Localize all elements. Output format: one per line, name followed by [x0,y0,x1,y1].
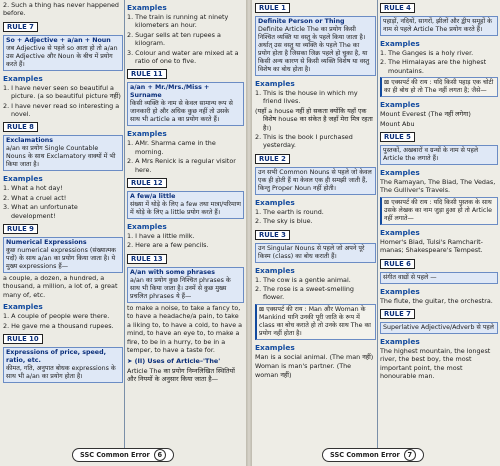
rule-text: उन Singular Nouns से पहले जो अपने पूरे किस्म (class) का बोध कराती हैं। [258,244,365,260]
rule-label: RULE 11 [127,69,167,79]
examples-heading: Examples [3,302,43,312]
left-page [0,0,246,466]
examples-heading: Examples [255,265,295,275]
footer-title: SSC Common Error [330,451,400,459]
rule-text: कुछ numerical expressions (संख्यात्मक पदों) के साथ a/an का प्रयोग किया जाता है। ये मुख्य expressions हैं— [6,247,116,271]
examples-heading: Examples [127,129,167,139]
rule-text: संख्या में थोड़े के लिए a few तथा मात्रा/परिमाण में थोड़े के लिए a little प्रयोग करते हैं। [130,201,241,217]
example-item: 1. I have a little milk. [127,232,195,241]
example-item: 1. A couple of people were there. [3,312,110,321]
rule-label: RULE 7 [3,22,38,32]
example-item: 1. What a hot day! [3,184,63,193]
rule-text: किसी व्यक्ति के नाम से केवल सामान्य रूप से जानकारी हो और अधिक कुछ नहीं तो उसके साथ भी article a का प्रयोग करते हैं। [130,100,233,124]
example-item: Woman is man's partner. (The woman नहीं) [255,362,352,379]
rule-heading: Numerical Expressions [6,239,87,247]
example-item: 2. I have never read so interesting a novel. [3,101,120,119]
example-item: 2. What a cruel act! [3,193,67,202]
rule-box [127,191,244,219]
expert-note: ⊠ एक्सपर्ट की राय : यदि किसी पहाड़ एक चोटी का ही बोध हो तो The नहीं लगता है; जैसे— [380,77,498,97]
page-number: 7 [404,449,416,461]
rule-text: a/an का प्रयोग Single Countable Nouns के साथ Exclamatory वाक्यों में भी किया जाता है। [6,145,116,169]
footer-title: SSC Common Error [80,451,150,459]
rule-heading: Expressions of price, speed, ratio, etc. [6,349,106,365]
example-item: 2. This is the book I purchased yesterday. [255,133,353,150]
rule-box [255,243,376,263]
rule-text: पहाड़ों, नदियों, सागरों, झीलों और द्वीप समूहों के नाम से पहले Article The प्रयोग करते हैं। [383,18,492,33]
top-example: 2. Such a thing has never happened before. [3,1,119,18]
rule-box [3,237,123,273]
section-title: (II) Uses of Article–'The' [134,357,221,366]
examples-heading: Examples [380,286,420,296]
rule-text: Superlative Adjective/Adverb से पहले [383,324,494,332]
examples-heading: Examples [127,222,167,232]
page-number: 6 [154,449,166,461]
example-item: Homer's Biad, Tulsi's Ramcharit-manas; Shakespeare's Tempest. [380,237,483,255]
left-column-2 [127,0,244,452]
rule-label: RULE 9 [3,224,38,234]
rule-box [3,35,123,71]
arrow-bullet-icon: ➤ [127,357,135,366]
expression-list: a couple, a dozen, a hundred, a thousand, a million, a lot of, a great many of, etc. [3,274,118,299]
rule-box [380,322,498,334]
rule-label: RULE 12 [127,178,167,188]
rule-text: a/an का प्रयोग कुछ निश्चित phrases के साथ भी किया जाता है। उनमें से कुछ मुख्य प्रचलित phrases ये हैं— [130,276,231,300]
rule-label: RULE 4 [380,3,415,13]
right-column-2 [380,0,498,452]
rule-box [127,267,244,303]
left-column-1 [3,0,123,452]
section-text: Article The का प्रयोग निम्नलिखित स्थितियों और नियमों के अनुसार किया जाता है— [127,366,235,384]
rule-box [380,145,498,165]
rule-text: जब Adjective से पहले so आता हो तो a/an उस Adjective और Noun के बीच में प्रयोग करते हैं। [6,44,118,68]
rule-heading: Definite Person or Thing [258,18,345,25]
example-item: 1. The cow is a gentle animal. [255,275,351,284]
example-item: 2. Sugar sells at ten rupees a kilogram. [127,30,221,48]
rule-label: RULE 6 [380,259,415,269]
example-item: Mount Abu [380,119,415,128]
page-footer [72,448,174,462]
examples-heading: Examples [3,73,43,83]
example-item: 2. The Himalayas are the highest mountains. [380,58,487,75]
example-item: 2. He gave me a thousand rupees. [3,321,114,330]
example-item: 1. This is the house in which my friend lives. [255,89,358,106]
rule-label: RULE 1 [255,3,290,13]
examples-heading: Examples [255,197,295,207]
example-item: Mount Everest (The नहीं लगेगा) [380,110,471,119]
rule-box [380,16,498,36]
rule-label: RULE 5 [380,132,415,142]
rule-text: पुस्तकों, अखबारों व ग्रन्थों के नाम से पहले Article the लगाते हैं। [383,147,479,163]
example-item: (यहाँ a house नहीं हो सकता क्योंकि यहाँ एक विशेष house का संकेत है जहाँ मेरा मित्र रहता है।) [255,106,373,132]
rule-heading: a/an + Mr./Mrs./Miss + Surname [130,84,210,100]
rule-heading: A/an with some phrases [130,268,215,276]
example-item: 1. I have never seen so beautiful a picture. (a so beautiful picture नहीं) [3,83,121,101]
rule-text: कीमत, गति, अनुपात बोधक expressions के साथ भी a/an का प्रयोग होता है। [6,365,116,381]
example-item: 2. The sky is blue. [255,217,313,226]
example-item: The highest mountain, the longest river, the best boy, the most important point, the most honourable man. [380,347,491,381]
rule-label: RULE 2 [255,154,290,164]
examples-heading: Examples [380,100,420,110]
column-divider [124,0,125,452]
example-item: 3. Colour and water are mixed at a ratio of one to five. [127,48,239,66]
example-item: 2. Here are a few pencils. [127,241,209,250]
rule-heading: Exclamations [6,137,54,145]
rule-box [255,167,376,195]
examples-heading: Examples [380,227,420,237]
example-item: The flute, the guitar, the orchestra. [380,296,493,305]
example-item: 2. A Mrs Renick is a regular visitor here. [127,157,236,174]
example-item: 1. AMr. Sharma came in the morning. [127,139,216,156]
rule-text: Definite Article The का प्रयोग किसी निश्चित व्यक्ति या वस्तु के पहले किया जाता है। अर्थात् उस वस्तु या व्यक्ति के पहले The का प्रयोग होता है जिसका जिक्र पहले हो चुका है, या किसी अन्य कारण से किसी व्यक्ति विशेष या वस्तु विशेष का बोध होता है। [258,26,370,73]
phrase-list: to make a noise, to take a fancy to, to have a headache/a pain, to take a liking to, to have a cold, to have a mind, to have an eye to, to make a fire, to be in a hurry, to be in a temper, to have a taste for. [127,303,243,354]
section-heading [127,357,244,365]
column-divider [377,0,378,452]
rule-label: RULE 3 [255,230,290,240]
example-item: 1. The train is running at ninety kilometers an hour. [127,13,229,30]
rule-label: RULE 8 [3,122,38,132]
right-page [252,0,500,466]
examples-heading: Examples [380,337,420,347]
rule-box [3,347,123,383]
examples-heading: Examples [255,342,295,352]
examples-heading: Examples [255,79,295,88]
example-item: 3. What an unfortunate development! [3,203,78,220]
right-column-1 [255,0,376,452]
rule-box [127,82,244,126]
rule-text: संगीत वाद्यों से पहले — [383,273,437,281]
expert-note: ⊠ एक्सपर्ट की राय : Man और Woman के Mankind यानि उनकी पूरी जाति के रूप में class का बोध कराते हो तो उनके साथ The का प्रयोग नहीं होता है। [255,304,376,340]
rule-heading: A few/a little [130,193,176,201]
examples-heading: Examples [380,168,420,178]
example-item: 2. The rose is a sweet-smelling flower. [255,285,354,302]
example-item: 1. The Ganges is a holy river. [380,49,474,57]
rule-text: उन सभी Common Nouns से पहले जो केवल एक ही होती हैं या केवल एक ही समझी जाती हैं, किन्तु Proper Noun नहीं होती। [258,168,372,192]
page-footer [322,448,424,462]
example-item: 1. The earth is round. [255,207,324,216]
rule-heading: So + Adjective + a/an + Noun [6,36,111,44]
examples-heading: Examples [380,39,420,48]
rule-box [255,16,376,76]
expert-note: ⊠ एक्सपर्ट की राय : यदि किसी पुस्तक के साथ उसके लेखक का नाम जुड़ा हुआ हो तो Article नहीं लगाते— [380,197,498,225]
example-item: The Ramayan, The Biad, The Vedas, The Gulliver's Travels. [380,178,496,195]
rule-label: RULE 10 [3,334,43,344]
rule-box [380,272,498,284]
rule-box [3,135,123,171]
rule-label: RULE 13 [127,254,167,264]
examples-heading: Examples [3,174,43,184]
example-item: Man is a social animal. (The man नहीं) [255,352,374,361]
examples-heading: Examples [127,3,167,12]
rule-label: RULE 7 [380,309,415,319]
